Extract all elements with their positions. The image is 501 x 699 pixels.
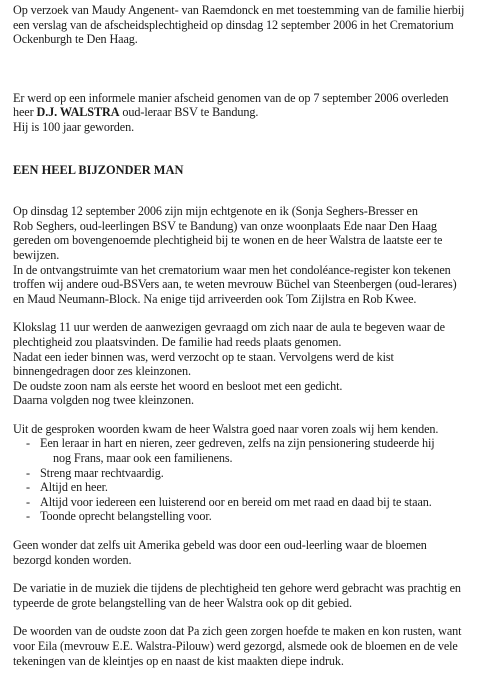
- paragraph-music: [13, 581, 493, 610]
- text-line: tekeningen van de kleintjes op en naast de kist maakten diepe indruk.: [13, 653, 344, 668]
- list-item: [13, 436, 493, 451]
- list-item: [13, 509, 493, 524]
- intro-paragraph: [13, 3, 493, 47]
- text-line: bezorgd konden worden.: [13, 552, 132, 567]
- bullet-mark: -: [26, 480, 30, 495]
- list-item-text: Altijd voor iedereen een luisterend oor en bereid om met raad en daad bij te staan.: [40, 494, 432, 509]
- bullet-mark: -: [26, 465, 30, 480]
- text-line: Op dinsdag 12 september 2006 zijn mijn echtgenote en ik (Sonja Seghers-Bresser en: [13, 204, 418, 219]
- text-line: Op verzoek van Maudy Angenent- van Raemdonck en met toestemming van de familie hierbij: [13, 3, 465, 17]
- paragraph-closing: [13, 624, 493, 668]
- spacer: [13, 135, 493, 163]
- text-fragment: oud-leraar BSV te Bandung.: [119, 105, 259, 120]
- section-heading: EEN HEEL BIJZONDER MAN: [13, 162, 184, 177]
- text-line: plechtigheid zou plaatsvinden. De familie had reeds plaats genomen.: [13, 334, 342, 349]
- text-line: De woorden van de oudste zoon dat Pa zich geen zorgen hoefde te maken en kon rusten, want: [13, 624, 462, 639]
- paragraph-ceremony: [13, 320, 493, 408]
- text-line: troffen wij andere oud-BSVers aan, te weten mevrouw Büchel van Steenbergen (oud-lerares): [13, 277, 457, 292]
- text-line: Daarna volgden nog twee kleinzonen.: [13, 393, 194, 408]
- list-item-text: Altijd en heer.: [40, 480, 108, 495]
- text-line: Uit de gesproken woorden kwam de heer Walstra goed naar voren zoals wij hem kenden.: [13, 421, 439, 436]
- bullet-mark: -: [26, 494, 30, 509]
- text-line: In de ontvangstruimte van het crematorium waar men het condoléance-register kon tekenen: [13, 262, 451, 277]
- text-line: binnengedragen door zes kleinzonen.: [13, 364, 191, 379]
- spacer: [13, 408, 493, 422]
- spacer: [13, 306, 493, 320]
- spacer: [13, 567, 493, 581]
- text-line: Geen wonder dat zelfs uit Amerika gebeld was door een oud-leerling waar de bloemen: [13, 538, 427, 553]
- list-item: [13, 495, 493, 510]
- text-line: typeerde de grote belangstelling van de heer Walstra ook op dit gebied.: [13, 595, 352, 610]
- list-item-continuation: nog Frans, maar ook een familienens.: [53, 451, 233, 466]
- text-line: Hij is 100 jaar geworden.: [13, 119, 135, 134]
- text-line: gereden om bovengenoemde plechtigheid bij te wonen en de heer Walstra de laatste eer te: [13, 233, 443, 248]
- list-item: [13, 480, 493, 495]
- bullet-mark: -: [26, 509, 30, 524]
- spacer: [13, 177, 493, 204]
- spacer: [13, 610, 493, 624]
- text-line: een verslag van de afscheidsplechtigheid op dinsdag 12 september 2006 in het Crematorium: [13, 17, 454, 32]
- list-item-text: Streng maar rechtvaardig.: [40, 465, 164, 480]
- deceased-name: D.J. WALSTRA: [36, 105, 120, 120]
- spacer: [13, 47, 493, 91]
- paragraph-america: [13, 538, 493, 567]
- text-line: De oudste zoon nam als eerste het woord en besloot met een gedicht.: [13, 378, 343, 393]
- list-item-text: Een leraar in hart en nieren, zeer gedreven, zelfs na zijn pensionering studeerde hij: [40, 436, 435, 451]
- text-line: Rob Seghers, oud-leerlingen BSV te Bandung) van onze woonplaats Ede naar Den Haag: [13, 218, 437, 233]
- text-line: bewijzen.: [13, 247, 60, 262]
- paragraph-arrival: [13, 204, 493, 306]
- paragraph-tribute: [13, 422, 493, 524]
- bullet-mark: -: [26, 436, 30, 451]
- text-line: Er werd op een informele manier afscheid genomen van de op 7 september 2006 overleden: [13, 90, 449, 105]
- text-fragment: heer: [13, 105, 37, 120]
- spacer: [13, 524, 493, 538]
- tribute-list: [13, 436, 493, 524]
- text-line: Nadat een ieder binnen was, werd verzocht op te staan. Vervolgens werd de kist: [13, 349, 394, 364]
- text-line: voor Eila (mevrouw E.E. Walstra-Pilouw) werd gezorgd, alsmede ook de bloemen en de vele: [13, 639, 458, 653]
- text-line: Klokslag 11 uur werden de aanwezigen gevraagd om zich naar de aula te begeven waar de: [13, 320, 445, 335]
- text-line: De variatie in de muziek die tijdens de plechtigheid ten gehore werd gebracht was prachtig en: [13, 581, 461, 596]
- list-item-text: Toonde oprecht belangstelling voor.: [40, 509, 212, 524]
- text-line: Ockenburgh te Den Haag.: [13, 32, 138, 47]
- announcement-paragraph: [13, 91, 493, 135]
- text-line: [13, 105, 493, 120]
- text-line: en Maud Neumann-Block. Na enige tijd arriveerden ook Tom Zijlstra en Rob Kwee.: [13, 291, 417, 306]
- list-item: [13, 466, 493, 481]
